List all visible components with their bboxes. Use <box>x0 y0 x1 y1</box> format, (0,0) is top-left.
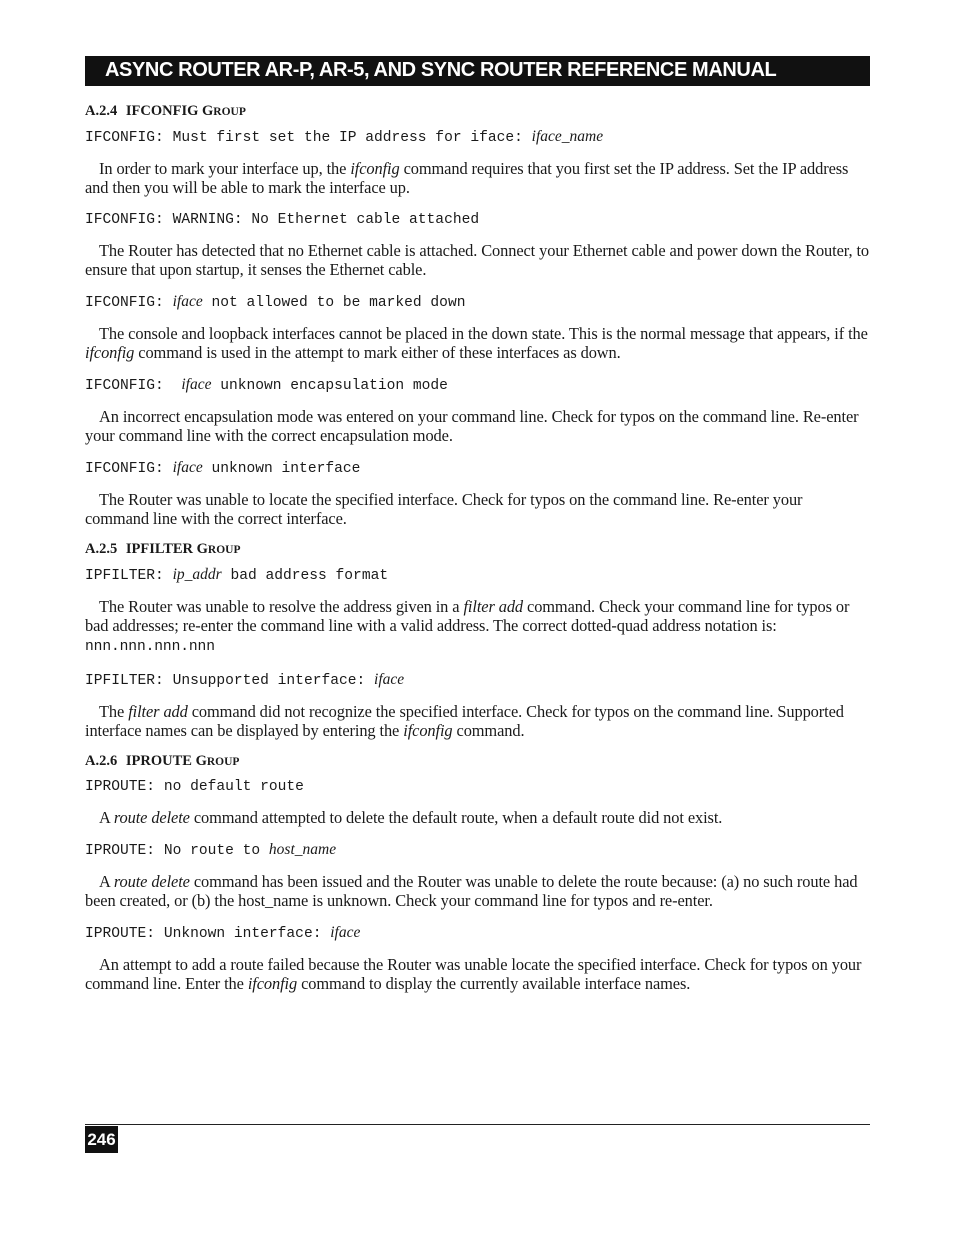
error-message: IFCONFIG: iface not allowed to be marked down <box>85 293 466 311</box>
explanation-paragraph: The Router was unable to resolve the address given in a filter add command. Check your command line for typos or bad addresses; re-enter the command line with a valid address. The correct dotted-quad address notation is: nnn.nnn.nnn.nnn <box>85 597 850 655</box>
explanation-paragraph: The filter add command did not recognize the specified interface. Check for typos on the command line. Supported interface names can be displayed by entering the ifconfig command. <box>85 702 844 740</box>
section-heading-ipfilter: A.2.5 IPFILTER GROUP <box>85 541 241 557</box>
section-heading-iproute: A.2.6 IPROUTE GROUP <box>85 753 240 769</box>
error-message: IPROUTE: No route to host_name <box>85 841 337 859</box>
page-content <box>85 102 870 993</box>
explanation-paragraph: In order to mark your interface up, the ifconfig command requires that you first set the IP address. Set the IP address and then you will be able to mark the interface up. <box>85 159 849 197</box>
error-message: IPROUTE: no default route <box>85 779 304 795</box>
error-message: IPFILTER: ip_addr bad address format <box>85 566 389 584</box>
explanation-paragraph: The Router was unable to locate the specified interface. Check for typos on the command line. Re-enter your command line with the correct interface. <box>85 490 803 528</box>
explanation-paragraph: A route delete command attempted to delete the default route, when a default route did not exist. <box>99 808 723 827</box>
error-message: IFCONFIG: WARNING: No Ethernet cable attached <box>85 212 480 228</box>
error-message: IPROUTE: Unknown interface: iface <box>85 924 361 942</box>
error-message: IFCONFIG: iface unknown encapsulation mode <box>85 376 448 394</box>
explanation-paragraph: A route delete command has been issued and the Router was unable to delete the route because: (a) no such route had been created, or (b) the host_name is unknown. Check your command line for typos and re-enter. <box>85 872 858 910</box>
error-message: IPFILTER: Unsupported interface: iface <box>85 671 405 689</box>
section-heading-ifconfig: A.2.4 IFCONFIG GROUP <box>85 103 246 119</box>
explanation-paragraph: The console and loopback interfaces cannot be placed in the down state. This is the normal message that appears, if the ifconfig command is used in the attempt to mark either of these interfaces as down. <box>85 324 868 362</box>
header-bar <box>85 56 870 86</box>
explanation-paragraph: An attempt to add a route failed because the Router was unable locate the specified interface. Check for typos on your command line. Enter the ifconfig command to display the currently available interface names. <box>85 955 862 993</box>
error-message: IFCONFIG: iface unknown interface <box>85 459 361 477</box>
footer-rule <box>85 1124 870 1125</box>
page-number: 246 <box>85 1126 118 1153</box>
error-message: IFCONFIG: Must first set the IP address for iface: iface_name <box>85 128 604 146</box>
manual-title: ASYNC ROUTER AR-P, AR-5, AND SYNC ROUTER REFERENCE MANUAL <box>105 59 777 81</box>
explanation-paragraph: An incorrect encapsulation mode was entered on your command line. Check for typos on the command line. Re-enter your command line with the correct encapsulation mode. <box>85 407 859 445</box>
explanation-paragraph: The Router has detected that no Ethernet cable is attached. Connect your Ethernet cable and power down the Router, to ensure that upon startup, it senses the Ethernet cable. <box>85 241 870 279</box>
